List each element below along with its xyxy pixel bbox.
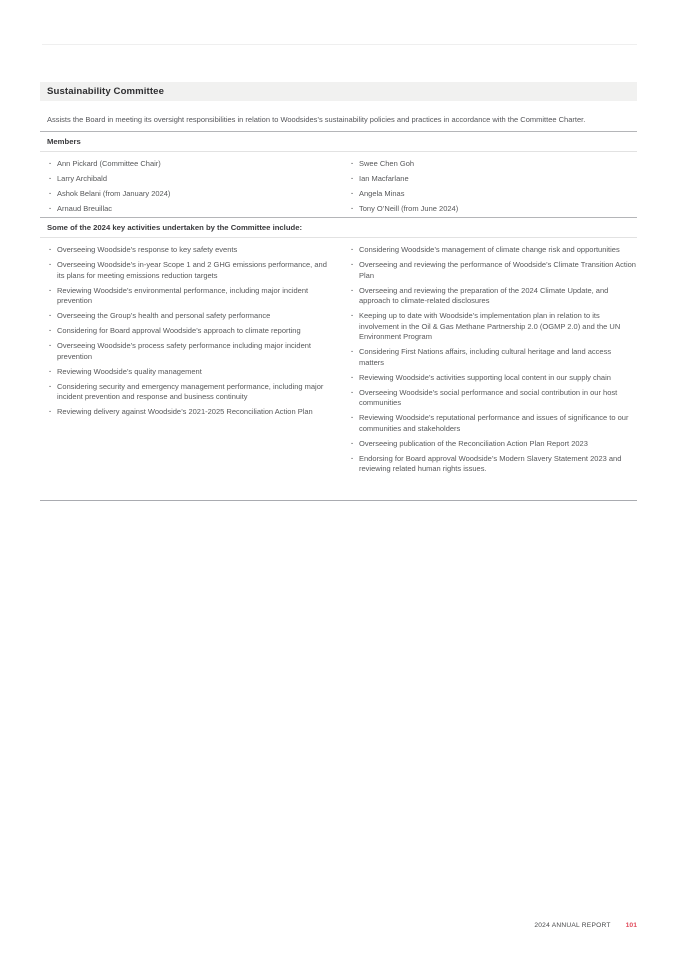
activity-item: · Reviewing Woodside’s activities supporting local content in our supply chain: [349, 373, 637, 384]
activities-list-right: [349, 245, 637, 475]
activities-heading: Some of the 2024 key activities undertaken by the Committee include:: [47, 223, 303, 232]
activity-item: · Considering Woodside’s management of climate change risk and opportunities: [349, 245, 637, 256]
activity-item: · Considering security and emergency management performance, including major incident prevention and response and business continuity: [47, 382, 335, 403]
members-heading-row: [40, 131, 637, 152]
activity-item: · Overseeing Woodside’s in-year Scope 1 and 2 GHG emissions performance, and its plans for meeting emissions reduction targets: [47, 260, 335, 281]
activity-item: · Endorsing for Board approval Woodside’s Modern Slavery Statement 2023 and reviewing related human rights issues.: [349, 454, 637, 475]
section-title-bar: [40, 82, 637, 101]
member-item: · Ian Macfarlane: [349, 174, 637, 185]
member-item: · Tony O’Neill (from June 2024): [349, 204, 637, 215]
activity-item: · Keeping up to date with Woodside’s implementation plan in relation to its involvement in the Oil & Gas Methane Partnership 2.0 (OGMP 2.0) and the UN Environment Program: [349, 311, 637, 343]
activity-item: · Considering First Nations affairs, including cultural heritage and land access matters: [349, 347, 637, 368]
activities-column-left: [47, 245, 335, 479]
member-item: · Arnaud Breuillac: [47, 204, 335, 215]
member-item: · Ann Pickard (Committee Chair): [47, 159, 335, 170]
top-divider: [42, 44, 637, 45]
activities-heading-row: [40, 217, 637, 238]
activities-list-left: [47, 245, 335, 418]
activity-item: · Overseeing and reviewing the preparation of the 2024 Climate Update, and approach to climate-related disclosures: [349, 286, 637, 307]
member-item: · Angela Minas: [349, 189, 637, 200]
page-number: 101: [625, 922, 637, 929]
activity-item: · Reviewing Woodside’s quality management: [47, 367, 335, 378]
activities-section: [40, 217, 637, 479]
activity-item: · Overseeing Woodside’s process safety performance including major incident prevention: [47, 341, 335, 362]
member-item: · Swee Chen Goh: [349, 159, 637, 170]
page-title: Sustainability Committee: [47, 86, 165, 97]
members-heading: Members: [47, 137, 81, 146]
footer-report-label: 2024 ANNUAL REPORT: [534, 922, 611, 929]
members-section: [40, 131, 637, 219]
activities-column-right: [349, 245, 637, 479]
members-column-left: [47, 159, 335, 219]
activity-item: · Overseeing and reviewing the performance of Woodside’s Climate Transition Action Plan: [349, 260, 637, 281]
members-list-right: [349, 159, 637, 215]
activities-columns: [40, 238, 637, 479]
activity-item: · Considering for Board approval Woodside’s approach to climate reporting: [47, 326, 335, 337]
activity-item: · Overseeing publication of the Reconciliation Action Plan Report 2023: [349, 439, 637, 450]
activity-item: · Reviewing delivery against Woodside’s 2021-2025 Reconciliation Action Plan: [47, 407, 335, 418]
activity-item: · Overseeing the Group’s health and personal safety performance: [47, 311, 335, 322]
activity-item: · Overseeing Woodside’s social performance and social contribution in our host communities: [349, 388, 637, 409]
activity-item: · Overseeing Woodside’s response to key safety events: [47, 245, 335, 256]
members-columns: [40, 152, 637, 219]
bottom-divider: [40, 500, 637, 501]
page-footer: [534, 922, 637, 929]
members-column-right: [349, 159, 637, 219]
intro-paragraph: Assists the Board in meeting its oversight responsibilities in relation to Woodsides’s sustainability policies and practices in accordance with the Committee Charter.: [47, 114, 586, 124]
members-list-left: [47, 159, 335, 215]
activity-item: · Reviewing Woodside’s reputational performance and issues of significance to our communities and stakeholders: [349, 413, 637, 434]
member-item: · Ashok Belani (from January 2024): [47, 189, 335, 200]
activity-item: · Reviewing Woodside’s environmental performance, including major incident prevention: [47, 286, 335, 307]
member-item: · Larry Archibald: [47, 174, 335, 185]
